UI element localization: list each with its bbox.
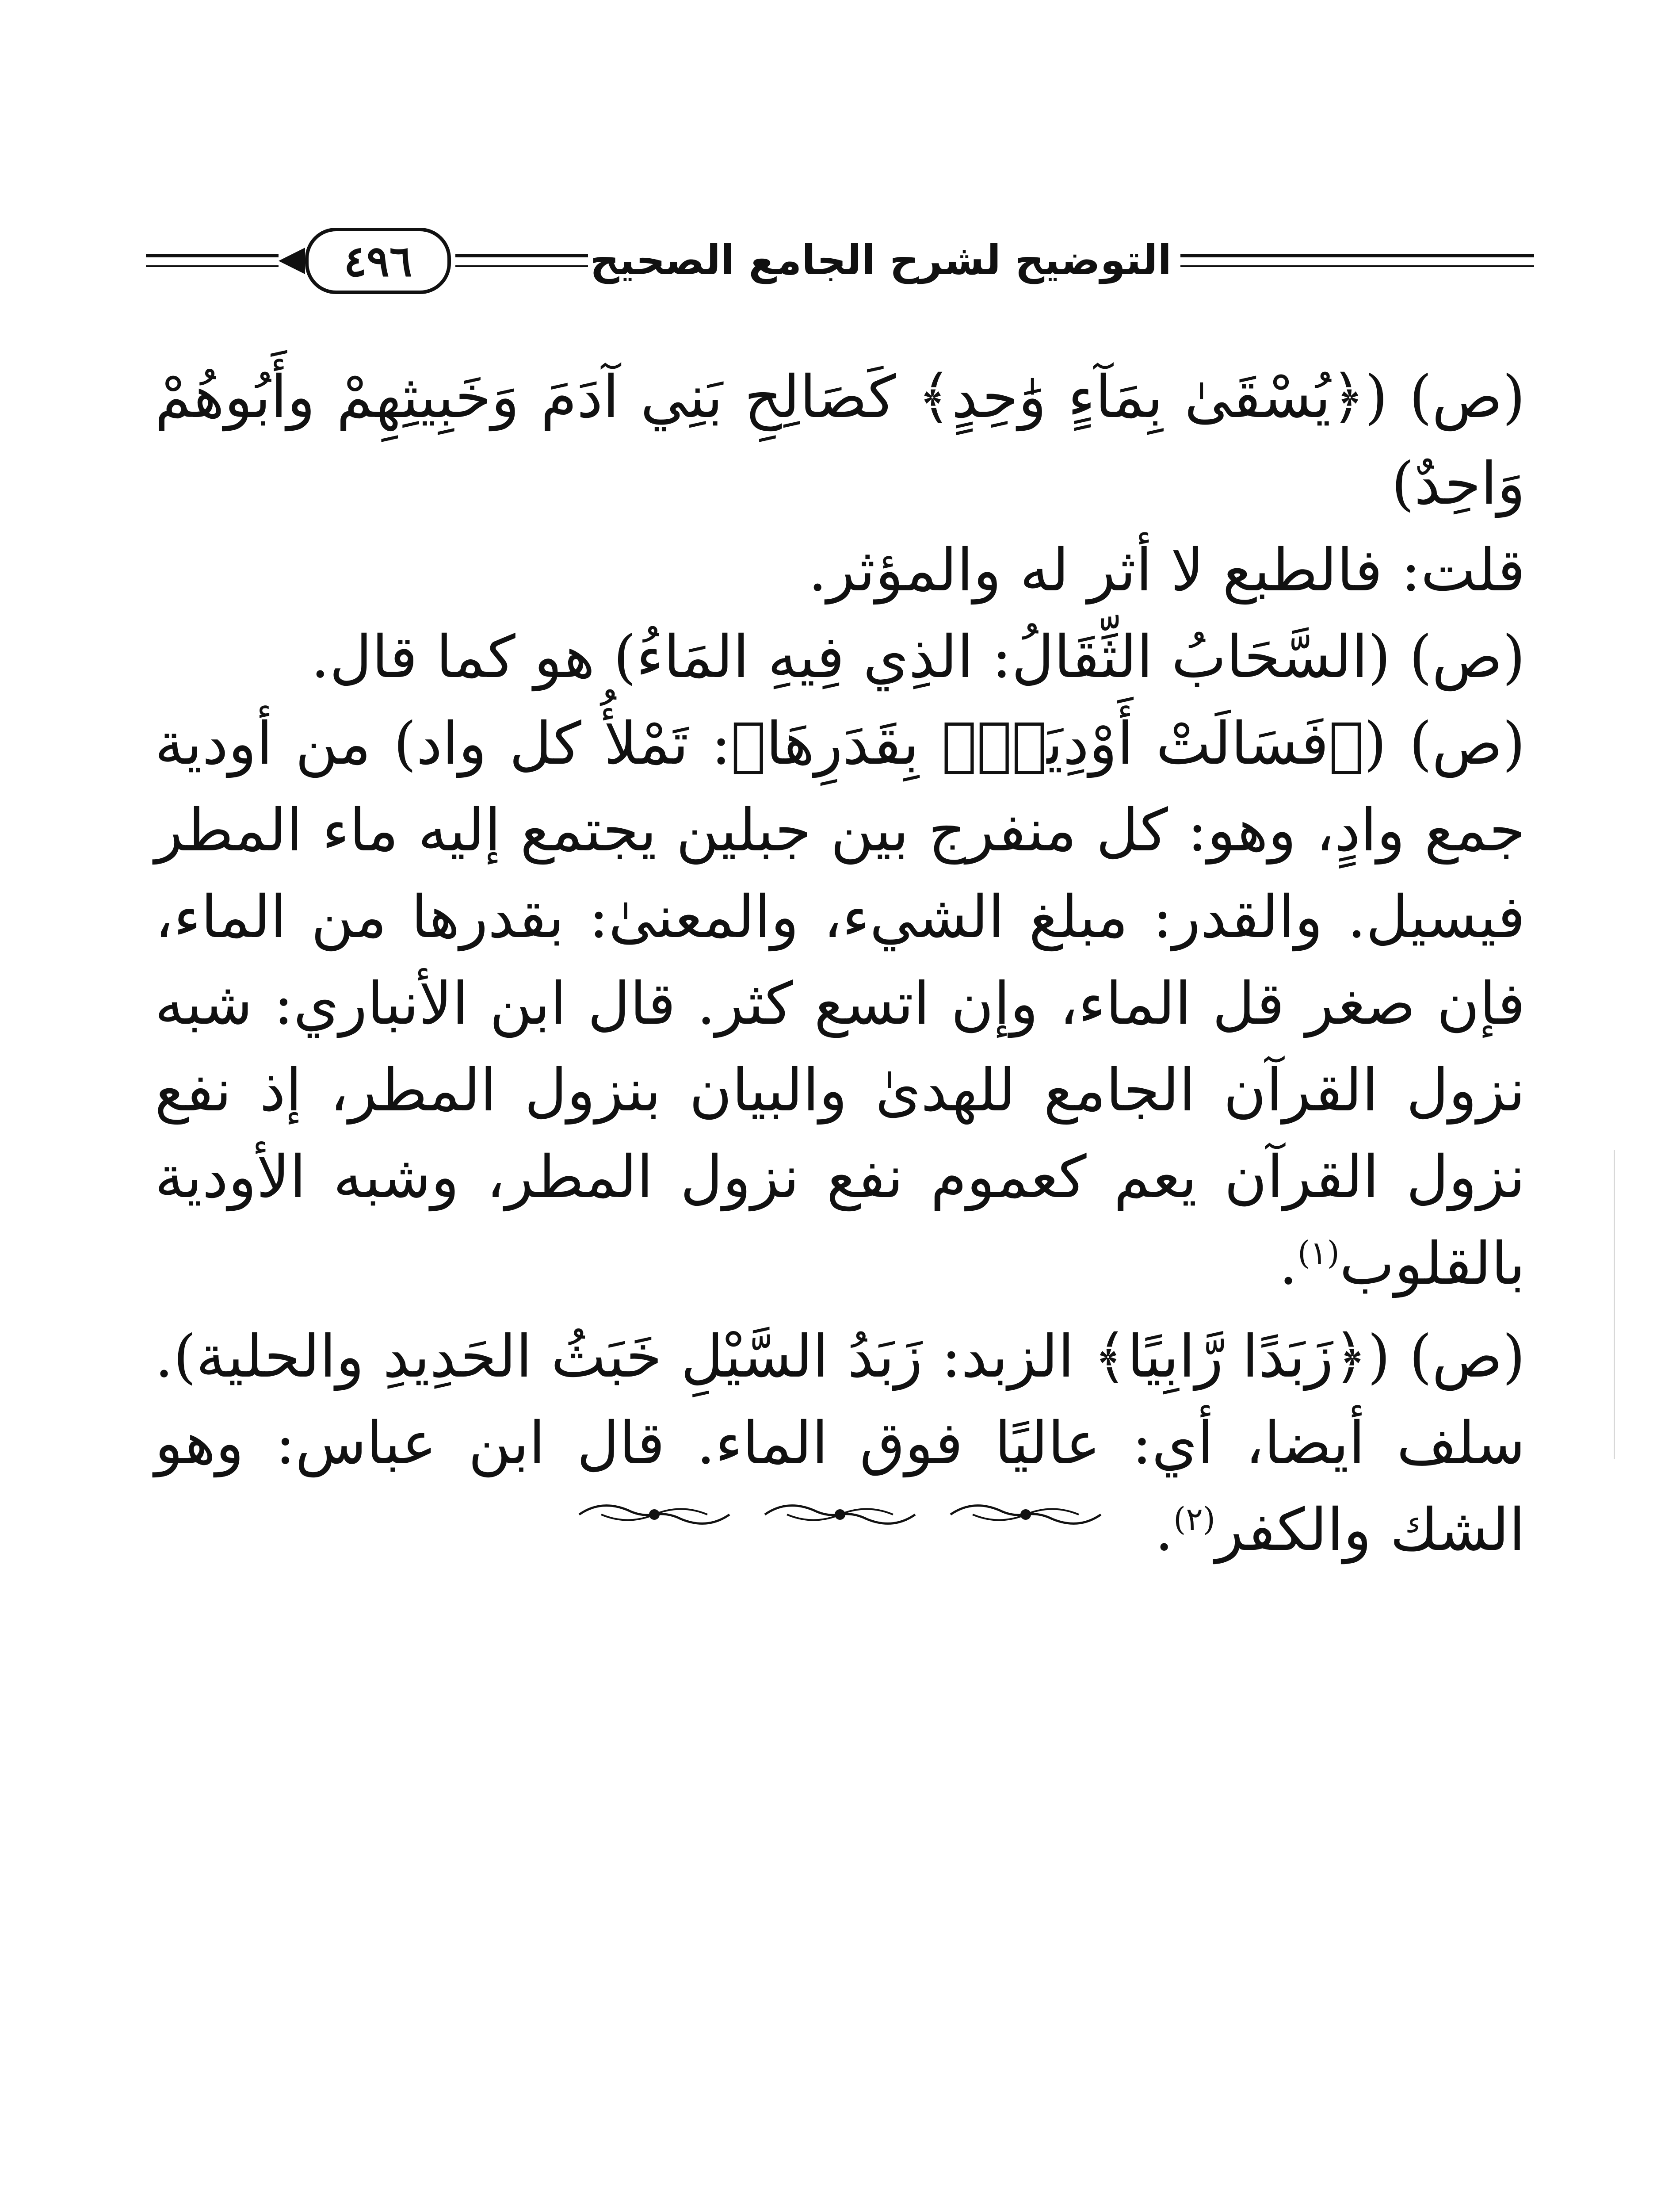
paragraph-4-period: . [1279,1230,1298,1298]
page-number: ٤٩٦ [344,236,412,286]
margin-mark [1614,1150,1615,1459]
ornament-icon [575,1497,734,1532]
footnote-ref-2[interactable]: (٢) [1173,1500,1215,1538]
paragraph-5 [155,1313,1525,1573]
paragraph-4 [155,700,1525,1307]
header-rule-middle-thin [455,265,597,267]
paragraph-5-period: . [1155,1496,1174,1564]
paragraph-1: (ص) (﴿يُسْقَىٰ بِمَآءٍ وَٰحِدٍ﴾ كَصَالِحِ بَنِي آدَمَ وَخَبِيثِهِمْ وأَبُوهُمْ وَاحِدٌ) [155,363,1525,518]
ornament-icon [946,1497,1105,1532]
paragraph-2: قلت: فالطبع لا أثر له والمؤثر. [808,536,1525,604]
main-text [155,354,1525,1573]
paragraph-4-text: (ص) (﴿فَسَالَتْ أَوْدِيَةٌۢ بِقَدَرِهَا﴾: تَمْلأُ كل واد) من أودية جمع وادٍ، وهو: كل منفرج بين جبلين يجتمع إليه ماء المطر فيسيل. والقدر: مبلغ الشيء، والمعنىٰ: بقدرها من الماء، فإن صغر قل الماء، وإن اتسع كثر. قال ابن الأنباري: شبه نزول القرآن الجامع للهدىٰ والبيان بنزول المطر، إذ نفع نزول القرآن يعم كعموم نفع نزول المطر، وشبه الأودية بالقلوب [155,710,1525,1298]
page-header [146,223,1534,303]
paragraph-3: (ص) (السَّحَابُ الثِّقَالُ: الذِي فِيهِ المَاءُ) هو كما قال. [311,623,1525,691]
footnote-ref-1[interactable]: (١) [1298,1234,1340,1271]
section-ornament [575,1497,1105,1532]
header-rule-right-thin [1176,265,1534,267]
paragraph-5-text: (ص) (﴿زَبَدًا رَّابِيًا﴾ الزبد: زَبَدُ السَّيْلِ خَبَثُ الحَدِيدِ والحلية). سلف أيضا، أي: عاليًا فوق الماء. قال ابن عباس: وهو الشك والكفر [155,1323,1525,1564]
header-rule-middle [455,254,597,257]
ornament-icon [760,1497,920,1532]
header-rule-left-thin [146,265,279,267]
header-rule-left [146,254,279,257]
running-title: التوضيح لشرح الجامع الصحيح [588,237,1180,284]
page-badge-arrow-icon [279,248,305,274]
header-rule-right [1176,254,1534,257]
page-number-badge [305,228,451,294]
